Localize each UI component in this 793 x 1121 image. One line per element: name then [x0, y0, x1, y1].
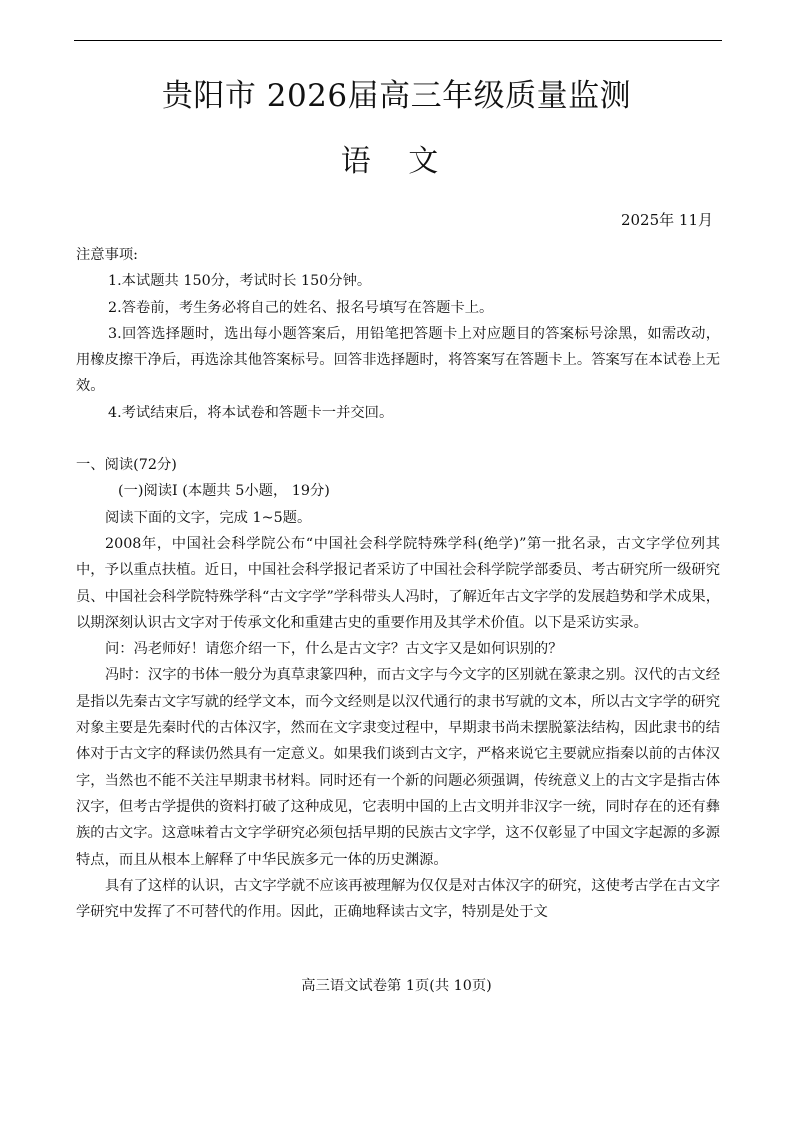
passage-paragraph: 具有了这样的认识，古文字学就不应该再被理解为仅仅是对古体汉字的研究，这使考古学在古文字学研究中发挥了不可替代的作用。因此，正确地释读古文字，特别是处于文: [76, 877, 720, 921]
subject-title: 语 文: [340, 144, 453, 179]
passage-paragraph: 问：冯老师好！请您介绍一下，什么是古文字？古文字又是如何识别的？: [105, 641, 563, 658]
notice-item: 3.回答选择题时，选出每小题答案后，用铅笔把答题卡上对应题目的答案标号涂黑，如需改动，用橡皮擦干净后，再选涂其他答案标号。回答非选择题时，将答案写在答题卡上。答案写在本试卷上无效。: [76, 325, 720, 395]
section-subheading: (一)阅读Ⅰ (本题共 5小题， 19分): [118, 483, 330, 500]
notice-heading: 注意事项:: [76, 247, 139, 263]
reading-instruction: 阅读下面的文字，完成 1~5题。: [105, 509, 312, 526]
passage-paragraph: 2008年，中国社会科学院公布“中国社会科学院特殊学科(绝学)”第一批名录，古文字学位列其中，予以重点扶植。近日，中国社会科学报记者采访了中国社会科学院学部委员、考古研究所一级研究员、中国社会科学院特殊学科“古文字学”学科带头人冯时，了解近年古文字学的发展趋势和学术成果，以期深刻认识古文字对于传承文化和重建古史的重要作用及其学术价值。以下是采访实录。: [76, 535, 720, 631]
notice-item: 2.答卷前，考生务必将自己的姓名、报名号填写在答题卡上。: [108, 299, 494, 316]
section-heading: 一、阅读(72分): [76, 457, 177, 474]
page-footer: 高三语文试卷第 1页(共 10页): [301, 978, 492, 994]
notice-item: 4.考试结束后，将本试卷和答题卡一并交回。: [108, 404, 394, 421]
exam-body: [76, 242, 720, 925]
notice-item: 1.本试题共 150分，考试时长 150分钟。: [108, 273, 372, 290]
section-gap: [76, 426, 720, 452]
top-rule: [74, 40, 722, 41]
passage-paragraph: 冯时：汉字的书体一般分为真草隶篆四种，而古文字与今文字的区别就在篆隶之别。汉代的古文经是指以先秦古文字写就的经学文本，而今文经则是以汉代通行的隶书写就的文本，所以古文字学的研究对象主要是先秦时代的古体汉字，然而在文字隶变过程中，早期隶书尚未摆脱篆法结构，因此隶书的结体对于古文字的释读仍然具有一定意义。如果我们谈到古文字，严格来说它主要就应指秦以前的古体汉字，当然也不能不关注早期隶书材料。同时还有一个新的问题必须强调，传统意义上的古文字是指古体汉字，但考古学提供的资料打破了这种成见，它表明中国的上古文明并非汉字一统，同时存在的还有彝族的古文字。这意味着古文字学研究必须包括早期的民族古文字学，这不仅彰显了中国文字起源的多源特点，而且从根本上解释了中华民族多元一体的历史渊源。: [76, 667, 720, 868]
exam-date: 2025年 11月: [620, 211, 713, 229]
exam-title: 贵阳市 2026届高三年级质量监测: [161, 78, 632, 114]
